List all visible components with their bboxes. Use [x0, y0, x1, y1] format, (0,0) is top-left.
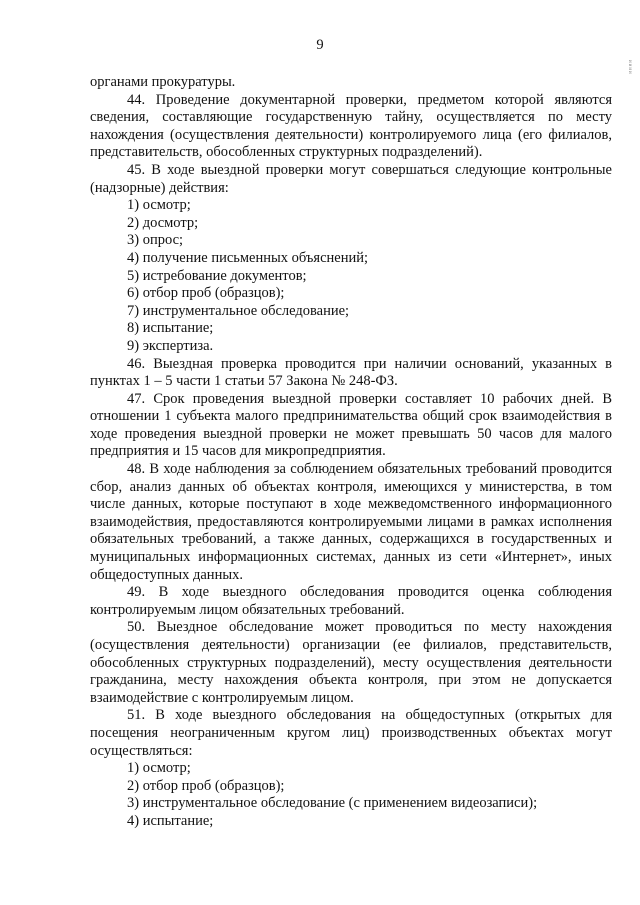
- paragraph-continuation: органами прокуратуры.: [90, 74, 236, 90]
- paragraph: 45. В ходе выездной проверки могут совершаться следующие контрольные (надзорные) действия:: [90, 161, 612, 196]
- paragraph: 51. В ходе выездного обследования на общедоступных (открытых для посещения неограниченным кругом лиц) производственных объектах могут осуществляться:: [90, 707, 612, 759]
- list-item: 1) осмотр;: [127, 197, 191, 214]
- list-item: 1) осмотр;: [127, 760, 191, 777]
- list-item: 5) истребование документов;: [127, 267, 307, 284]
- list-item: 3) инструментальное обследование (с применением видеозаписи);: [127, 795, 538, 812]
- list-item: 2) отбор проб (образцов);: [127, 777, 285, 794]
- list-item: 3) опрос;: [127, 232, 184, 249]
- list-item: 9) экспертиза.: [127, 337, 214, 354]
- side-stamp: ииии: [627, 60, 632, 75]
- list-item: 4) получение письменных объяснений;: [127, 249, 369, 266]
- paragraph: 44. Проведение документарной проверки, предметом которой являются сведения, составляющие государственную тайну, осуществляется по месту нахождения (осуществления деятельности) контролируемого лица (его филиалов, представительств, обособленных структурных подразделений).: [90, 91, 612, 161]
- paragraph: 48. В ходе наблюдения за соблюдением обязательных требований проводится сбор, анализ данных об объектах контроля, имеющихся у министерства, в том числе данных, которые поступают в ходе межведомственного информационного взаимодействия, предоставляются контролируемыми лицами в рамках исполнения обязательных требований, а также данных, содержащихся в государственных и муниципальных информационных системах, данных из сети «Интернет», иных общедоступных данных.: [90, 461, 612, 583]
- list-item: 8) испытание;: [127, 320, 214, 337]
- list-item: 6) отбор проб (образцов);: [127, 285, 285, 302]
- list-item: 4) испытание;: [127, 812, 214, 829]
- list-item: 2) досмотр;: [127, 214, 199, 231]
- paragraph: 47. Срок проведения выездной проверки составляет 10 рабочих дней. В отношении 1 субъекта малого предпринимательства общий срок взаимодействия в ходе проведения выездной проверки не может превышать 50 часов для малого предприятия и 15 часов для микропредприятия.: [90, 390, 612, 460]
- page-number: 9: [316, 37, 324, 53]
- paragraph: 50. Выездное обследование может проводиться по месту нахождения (осуществления деятельности) организации (ее филиалов, представительств, обособленных структурных подразделений), месту осуществления деятельности гражданина, месту нахождения объекта контроля, при этом не допускается взаимодействие с контролируемым лицом.: [90, 619, 612, 706]
- paragraph: 49. В ходе выездного обследования проводится оценка соблюдения контролируемым лицом обязательных требований.: [90, 584, 612, 618]
- paragraph: 46. Выездная проверка проводится при наличии оснований, указанных в пунктах 1 – 5 части 1 статьи 57 Закона № 248-ФЗ.: [90, 355, 612, 390]
- list-item: 7) инструментальное обследование;: [127, 302, 350, 319]
- document-body: [90, 74, 612, 831]
